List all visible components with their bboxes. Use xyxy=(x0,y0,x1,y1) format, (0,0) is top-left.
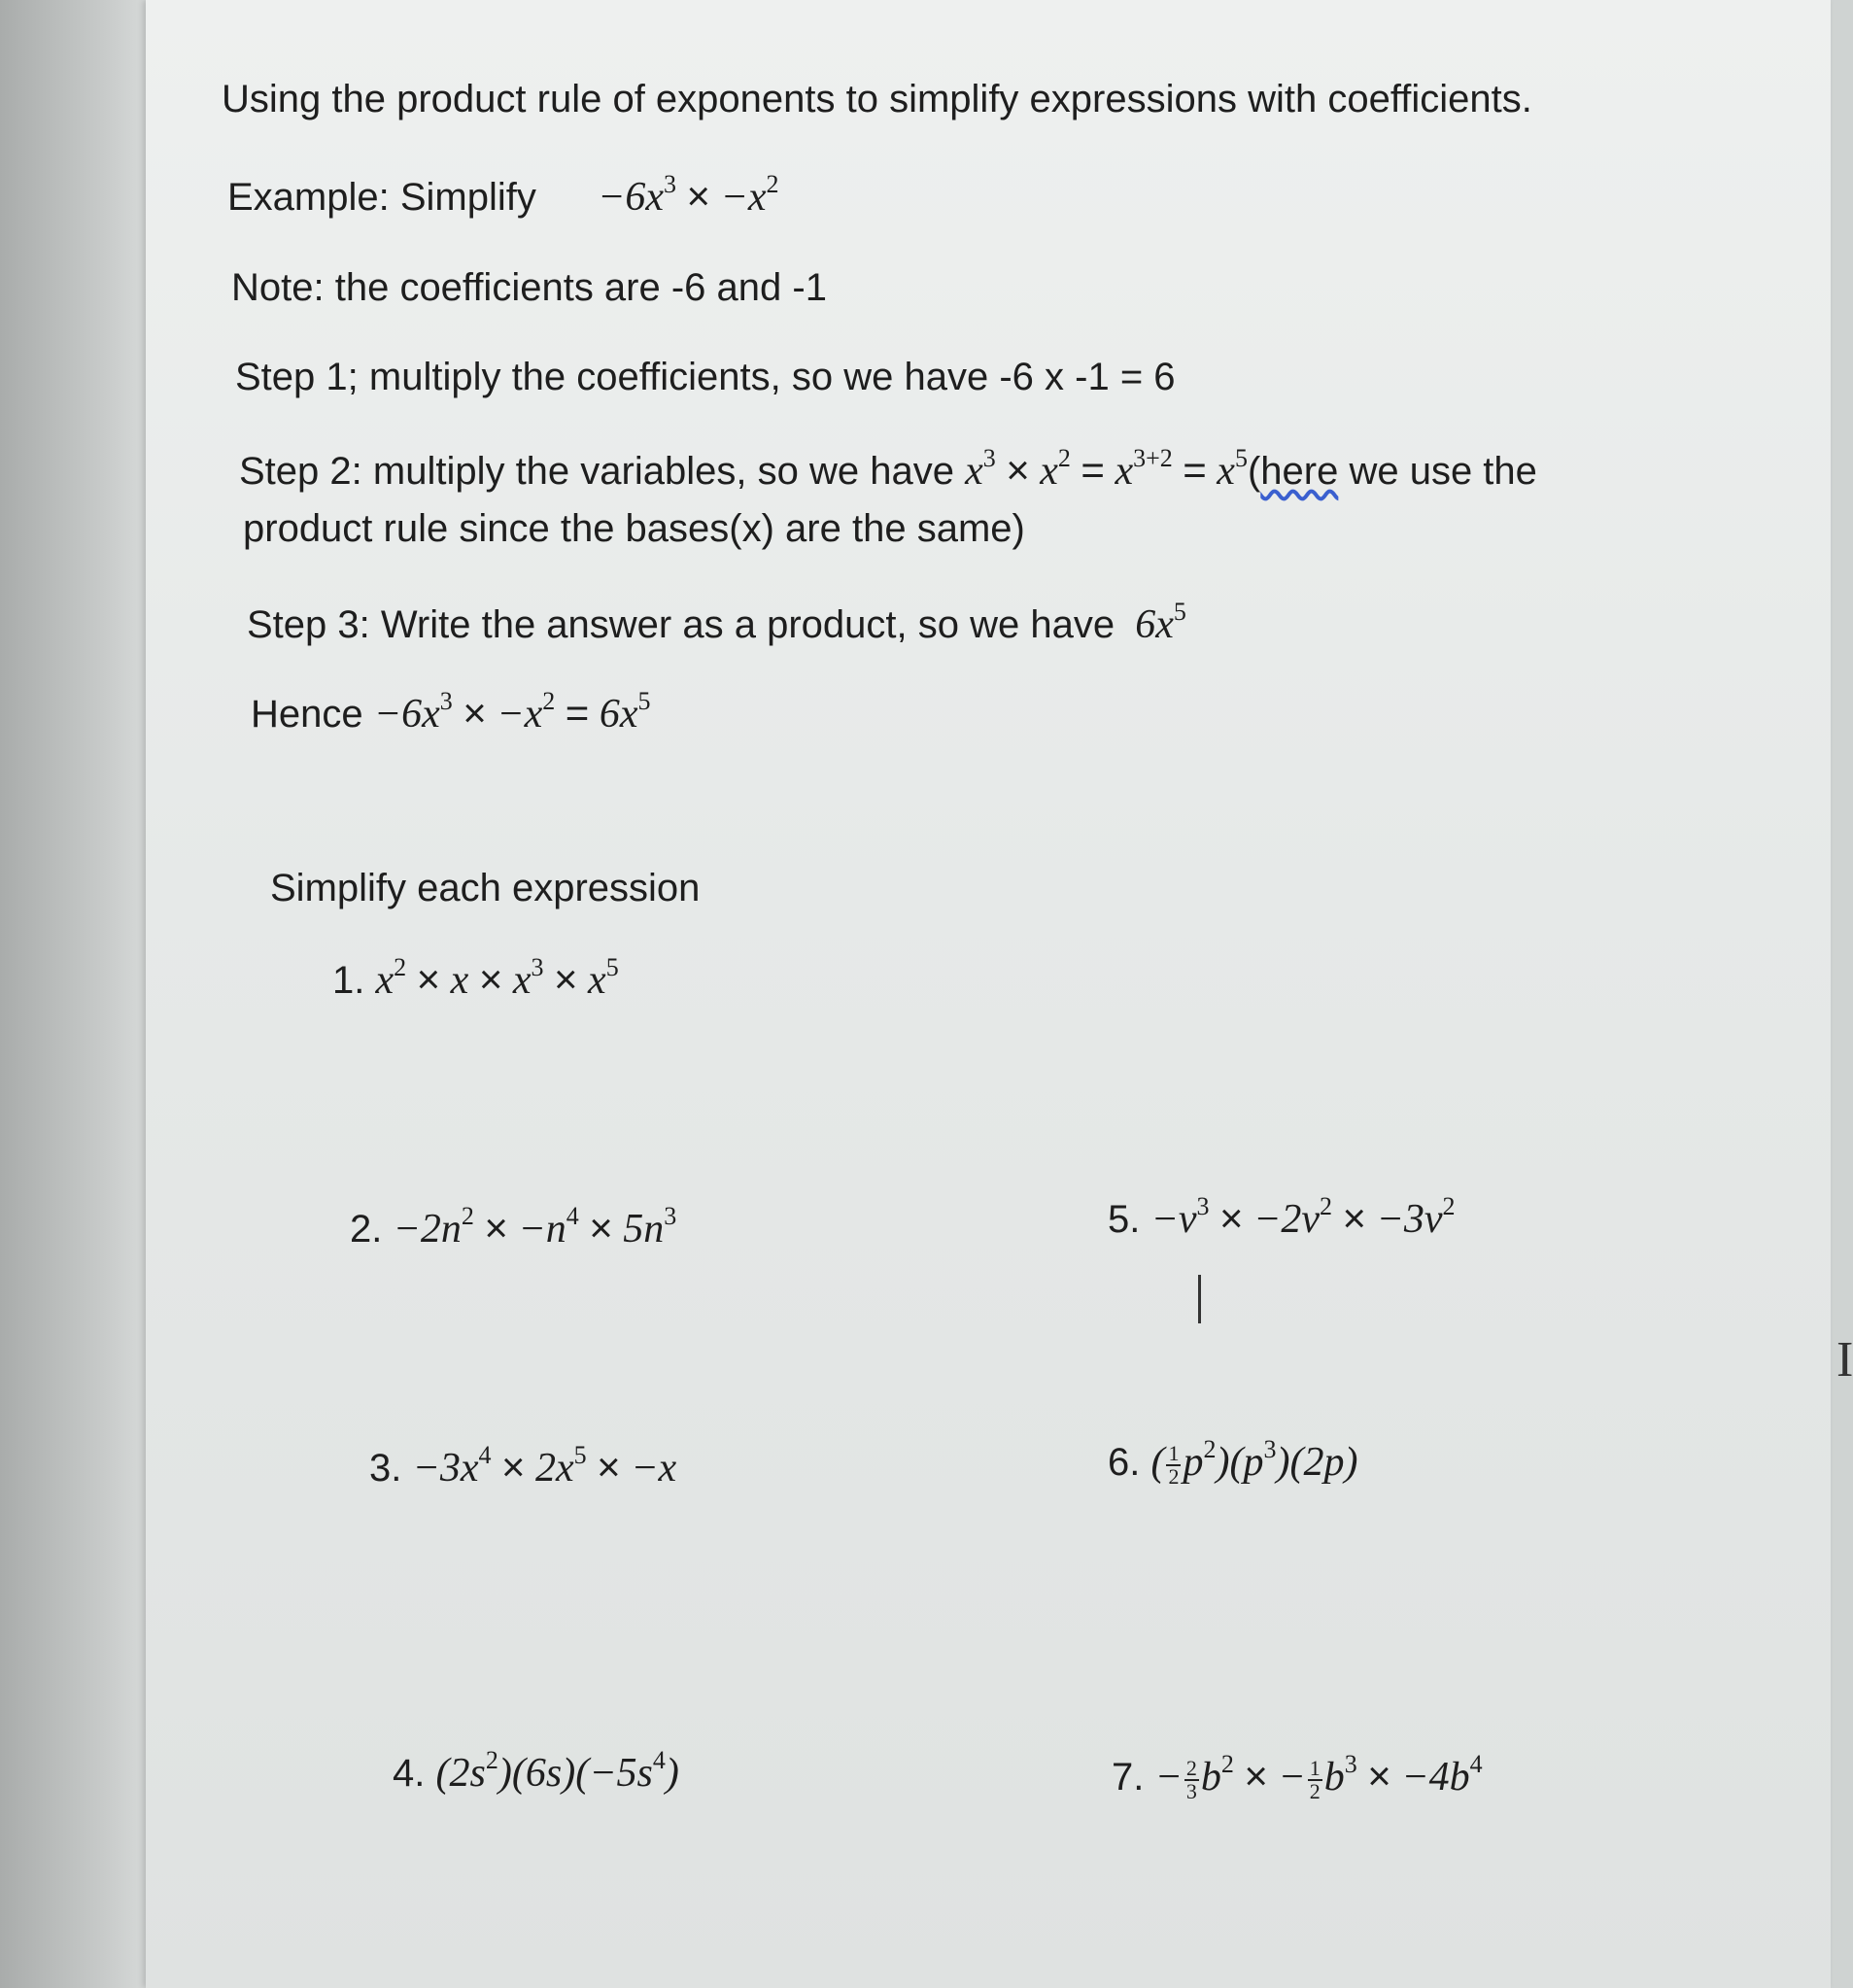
problem-3-expression xyxy=(412,1441,677,1491)
term: x xyxy=(450,958,469,1003)
exponent: 3 xyxy=(1344,1750,1357,1778)
problem-7-expression xyxy=(1154,1750,1483,1804)
times-op: × xyxy=(484,1205,508,1251)
step1-line: Step 1; multiply the coefficients, so we have -6 x -1 = 6 xyxy=(235,356,1176,398)
document-page xyxy=(146,0,1853,1988)
coef: −2 xyxy=(393,1207,441,1251)
step2-base4: x xyxy=(1217,449,1235,494)
term: v xyxy=(1301,1197,1321,1242)
times-op: × xyxy=(554,956,578,1002)
hence-var1: x xyxy=(422,692,440,737)
factor-open: (2 xyxy=(435,1751,470,1796)
times-op: × xyxy=(1244,1753,1268,1799)
term: b xyxy=(1323,1755,1345,1799)
step2-math xyxy=(965,444,1248,494)
exponent: 2 xyxy=(485,1746,498,1774)
paren-close: ) xyxy=(562,1751,576,1796)
exponent: 2 xyxy=(1203,1435,1217,1463)
times-op: × xyxy=(1006,447,1030,493)
fraction-numerator: 2 xyxy=(1185,1756,1197,1781)
monitor-bezel xyxy=(0,0,146,1988)
fraction xyxy=(1184,1758,1199,1802)
note-line: Note: the coefficients are -6 and -1 xyxy=(231,266,827,309)
hence-rhs-var: x xyxy=(619,692,638,737)
fraction-numerator: 1 xyxy=(1309,1756,1321,1781)
paren-close: ) xyxy=(1276,1440,1290,1485)
times-op: × xyxy=(1218,1195,1244,1241)
term: p xyxy=(1183,1440,1204,1485)
term: b xyxy=(1200,1755,1221,1799)
neg-op: − xyxy=(720,175,748,220)
coef: 2 xyxy=(535,1446,557,1491)
exponent: 5 xyxy=(605,953,619,981)
step2-prefix: Step 2: multiply the variables, so we have xyxy=(239,450,954,493)
term: p xyxy=(1323,1440,1345,1485)
problem-number: 6. xyxy=(1108,1441,1141,1484)
exponent: 2 xyxy=(1442,1192,1456,1220)
problem-number: 7. xyxy=(1112,1756,1145,1799)
example-line xyxy=(227,169,779,222)
problem-3 xyxy=(369,1440,676,1492)
problem-number: 3. xyxy=(369,1447,402,1490)
term: v xyxy=(1424,1197,1443,1242)
step3-exp: 5 xyxy=(1173,598,1186,626)
problem-2-expression xyxy=(393,1202,677,1251)
problem-4-expression xyxy=(435,1746,679,1796)
fraction xyxy=(1166,1443,1181,1488)
equals-op: = xyxy=(1183,447,1207,493)
term: n xyxy=(545,1207,566,1251)
fraction-denominator: 2 xyxy=(1309,1779,1321,1804)
times-op: × xyxy=(686,173,711,219)
hence-exp2: 2 xyxy=(542,687,556,715)
hence-label: Hence xyxy=(251,693,363,736)
spellcheck-word[interactable]: here xyxy=(1260,450,1339,493)
neg-op: − xyxy=(1154,1755,1183,1799)
coef: −3 xyxy=(1376,1197,1424,1242)
exponent: 4 xyxy=(566,1202,579,1230)
coef: −2 xyxy=(1253,1197,1302,1242)
step2-exp1: 3 xyxy=(982,444,996,472)
term: x xyxy=(460,1446,479,1491)
hence-var2: x xyxy=(524,692,543,737)
step2-base2: x xyxy=(1040,449,1058,494)
term: n xyxy=(643,1207,665,1251)
fraction xyxy=(1308,1758,1322,1802)
paren-close: ) xyxy=(1344,1440,1358,1485)
step3-math xyxy=(1135,598,1186,647)
hence-exp1: 3 xyxy=(439,687,453,715)
problem-5 xyxy=(1108,1191,1456,1244)
times-op: × xyxy=(500,1444,526,1490)
example-label: Example: Simplify xyxy=(227,176,536,219)
factor-open: (2 xyxy=(1289,1440,1324,1485)
step2-paren: ( xyxy=(1247,450,1261,493)
paren-open: ( xyxy=(1229,1440,1244,1485)
problem-6 xyxy=(1108,1434,1357,1488)
example-coef: −6 xyxy=(598,175,646,220)
times-op: × xyxy=(463,690,487,736)
step2-base3: x xyxy=(1115,449,1134,494)
problem-4 xyxy=(393,1745,679,1798)
step3-var: x xyxy=(1155,602,1174,647)
exponent: 2 xyxy=(1320,1192,1333,1220)
times-op: × xyxy=(1342,1195,1367,1241)
hence-rhs-exp: 5 xyxy=(637,687,651,715)
paren-close: ) xyxy=(498,1751,512,1796)
term: x xyxy=(588,958,606,1003)
example-var: x xyxy=(645,175,664,220)
problem-number: 4. xyxy=(393,1752,426,1795)
term: s xyxy=(469,1751,486,1796)
problem-7 xyxy=(1112,1749,1483,1802)
problem-2 xyxy=(350,1201,676,1253)
fraction-denominator: 2 xyxy=(1168,1464,1180,1490)
term: s xyxy=(545,1751,563,1796)
hence-math xyxy=(373,687,651,737)
paren-close: ) xyxy=(665,1751,679,1796)
times-op: × xyxy=(589,1205,613,1251)
hence-line xyxy=(251,686,650,738)
problem-number: 5. xyxy=(1108,1198,1141,1241)
term: n xyxy=(440,1207,462,1251)
step2-suffix: we use the xyxy=(1338,450,1537,493)
section-heading: Simplify each expression xyxy=(270,867,701,909)
term: p xyxy=(1243,1440,1264,1485)
times-op: × xyxy=(478,956,503,1002)
exponent: 3 xyxy=(531,953,544,981)
exponent: 4 xyxy=(478,1441,492,1469)
example-expression xyxy=(598,170,779,220)
paren-close: ) xyxy=(1216,1440,1230,1485)
neg-op: − xyxy=(1278,1755,1306,1799)
problem-1 xyxy=(332,952,619,1005)
problem-5-expression xyxy=(1150,1192,1456,1242)
term: s xyxy=(636,1751,653,1796)
exponent: 2 xyxy=(394,953,407,981)
ibeam-cursor-icon: I xyxy=(1836,1332,1853,1388)
fraction-denominator: 3 xyxy=(1185,1779,1197,1804)
coef: −4 xyxy=(1401,1755,1450,1799)
factor-open: (−5 xyxy=(575,1751,637,1796)
exponent: 2 xyxy=(461,1202,474,1230)
equals-op: = xyxy=(1081,447,1105,493)
coef: 5 xyxy=(623,1207,644,1251)
term: b xyxy=(1449,1755,1470,1799)
term: x xyxy=(658,1446,677,1491)
exponent: 3 xyxy=(1196,1192,1210,1220)
page-title: Using the product rule of exponents to simplify expressions with coefficients. xyxy=(222,78,1532,120)
step2-line xyxy=(239,443,1537,496)
exponent: 4 xyxy=(1469,1750,1483,1778)
equals-op: = xyxy=(565,690,590,736)
term: x xyxy=(556,1446,574,1491)
fraction-numerator: 1 xyxy=(1168,1441,1180,1466)
problem-6-expression xyxy=(1150,1435,1358,1490)
step2-exp-result: 5 xyxy=(1234,444,1248,472)
coef: −3 xyxy=(412,1446,461,1491)
step2-exp2: 2 xyxy=(1057,444,1071,472)
neg-op: − xyxy=(631,1446,659,1491)
step2-exp-sum: 3+2 xyxy=(1133,444,1173,472)
step2-base1: x xyxy=(965,449,983,494)
neg-op: − xyxy=(518,1207,546,1251)
exponent: 2 xyxy=(1220,1750,1234,1778)
exponent: 3 xyxy=(1263,1435,1277,1463)
exponent: 3 xyxy=(664,1202,677,1230)
paren-open: ( xyxy=(1150,1440,1165,1485)
problem-number: 2. xyxy=(350,1208,383,1251)
times-op: × xyxy=(597,1444,621,1490)
term: v xyxy=(1178,1197,1197,1242)
step3-line xyxy=(247,597,1186,649)
step2-line2: product rule since the bases(x) are the same) xyxy=(243,507,1025,550)
problem-number: 1. xyxy=(332,959,365,1002)
neg-op: − xyxy=(1150,1197,1179,1242)
example-exp1: 3 xyxy=(664,170,676,198)
step3-text: Step 3: Write the answer as a product, so we have xyxy=(247,603,1115,646)
exponent: 5 xyxy=(573,1441,587,1469)
neg-op: − xyxy=(497,692,525,737)
factor-open: (6 xyxy=(511,1751,546,1796)
example-exp2: 2 xyxy=(766,170,779,198)
times-op: × xyxy=(416,956,441,1002)
hence-rhs-coef: 6 xyxy=(599,692,620,737)
example-var2: x xyxy=(747,175,767,220)
step3-coef: 6 xyxy=(1135,602,1156,647)
text-cursor xyxy=(1198,1275,1201,1323)
term: x xyxy=(512,958,532,1003)
hence-coef: −6 xyxy=(373,692,423,737)
term: x xyxy=(375,958,395,1003)
exponent: 4 xyxy=(652,1746,666,1774)
times-op: × xyxy=(1367,1753,1391,1799)
problem-1-expression xyxy=(375,953,619,1003)
